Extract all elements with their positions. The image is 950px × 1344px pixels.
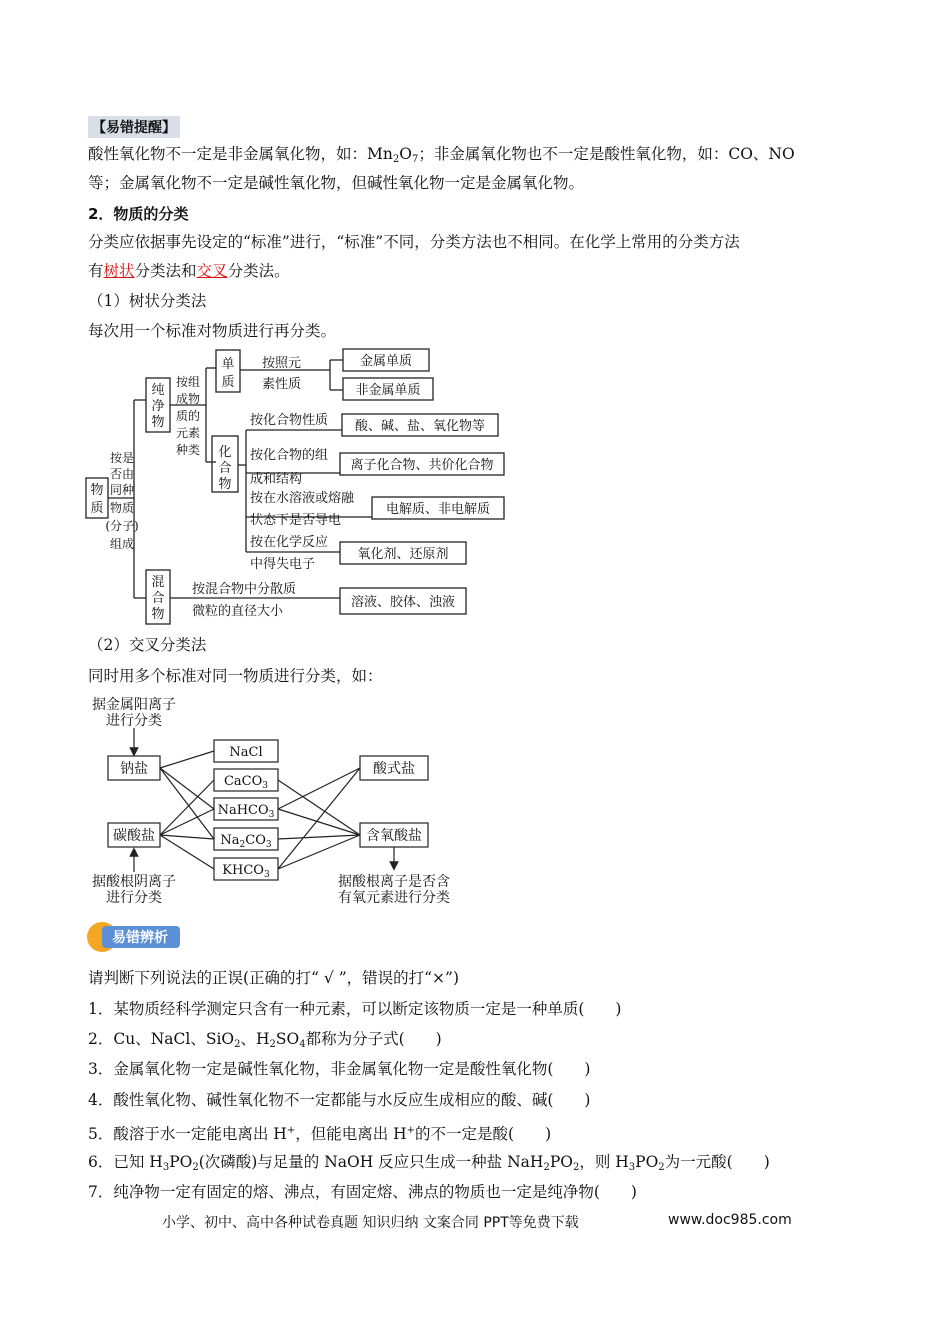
svg-text:中得失电子: 中得失电子 (250, 557, 316, 572)
cross-carbonate: 碳酸盐 (113, 828, 155, 844)
quiz-item-1: 1．某物质经科学测定只含有一种元素，可以断定该物质一定是一种单质( ) (88, 1000, 622, 1018)
quiz-item-7: 7．纯净物一定有固定的熔、沸点，有固定熔、沸点的物质也一定是纯净物( ) (88, 1183, 637, 1201)
svg-text:物质: 物质 (109, 501, 135, 515)
tree-nonmetal-element: 非金属单质 (355, 383, 421, 398)
tree-metal-element: 金属单质 (359, 354, 413, 369)
section-paragraph-line1: 分类应依据事先设定的“标准”进行，“标准”不同，分类方法也不相同。在化学上常用的分类方法 (88, 233, 740, 251)
svg-text:素性质: 素性质 (262, 377, 302, 392)
cross-mid-nahco3: NaHCO$_3$ (217, 803, 275, 820)
tree-c1-criteria: 按化合物性质 (250, 413, 329, 428)
tree-c3-criteria: 按在水溶液或熔融 (250, 491, 355, 506)
tree-root-2: 质 (90, 501, 104, 516)
cross-mid-khco3: $KHCO_3$ (222, 863, 270, 880)
cross-mid-caco3: CaCO$_3$ (223, 774, 269, 791)
svg-text:合: 合 (151, 591, 165, 606)
error-tip-tag: 【易错提醒】 (88, 116, 180, 138)
svg-text:质: 质 (221, 375, 235, 390)
quiz-item-6: 6．已知 $H_3PO_2$(次磷酸)与足量的 NaOH 反应只生成一种盐 $NaH_2PO_2$，则 $H_3PO_2$为一元酸( ) (88, 1153, 770, 1173)
cross-mid-nacl: NaCl (229, 745, 263, 760)
tree-mixture-result: 溶液、胶体、浊液 (350, 595, 456, 610)
cross-oxyacid-salt: 含氧酸盐 (366, 828, 422, 844)
svg-text:物: 物 (151, 607, 165, 622)
svg-text:成物: 成物 (175, 392, 201, 406)
tree-pure: 纯 (151, 383, 165, 398)
svg-text:进行分类: 进行分类 (106, 890, 162, 906)
svg-text:物: 物 (151, 415, 165, 430)
svg-text:同种: 同种 (109, 483, 135, 497)
quiz-item-5: 5．酸溶于水一定能电离出 H+，但能电离出 H+的不一定是酸( ) (88, 1125, 552, 1143)
error-analysis-badge (84, 920, 184, 954)
quiz-intro: 请判断下列说法的正误(正确的打“ √ ”，错误的打“×”) (88, 969, 460, 987)
subsection-tree-title: （1）树状分类法 (88, 292, 207, 310)
cross-mid-na2co3: $Na_2CO_3$ (220, 833, 272, 850)
tree-c2-result: 离子化合物、共价化合物 (350, 458, 494, 473)
error-tip-line2: 等；金属氧化物不一定是碱性氧化物，但碱性氧化物一定是金属氧化物。 (88, 174, 585, 192)
svg-text:进行分类: 进行分类 (106, 713, 162, 729)
cross-top-left-label: 据金属阳离子 (92, 697, 176, 713)
svg-text:种类: 种类 (175, 443, 201, 457)
svg-text:否由: 否由 (109, 467, 135, 481)
tree-c2-criteria: 按化合物的组 (250, 448, 329, 463)
tree-c4-result: 氧化剂、还原剂 (357, 547, 449, 562)
svg-text:组成: 组成 (109, 537, 135, 551)
tree-pure-criteria: 按组 (175, 375, 201, 389)
subsection-cross-title: （2）交叉分类法 (88, 636, 207, 654)
svg-text:净: 净 (151, 399, 165, 414)
cross-acid-salt: 酸式盐 (373, 761, 415, 777)
tree-c4-criteria: 按在化学反应 (250, 535, 329, 550)
section-title: 2．物质的分类 (88, 205, 189, 223)
svg-text:元素: 元素 (175, 426, 201, 440)
footer-url[interactable]: www.doc985.com (668, 1212, 792, 1228)
svg-text:成和结构: 成和结构 (250, 472, 303, 487)
svg-text:物: 物 (218, 477, 232, 492)
footer-text: 小学、初中、高中各种试卷真题 知识归纳 文案合同 PPT等免费下载 (162, 1215, 579, 1231)
cross-bottom-right-label: 据酸根离子是否含 (338, 874, 450, 890)
cross-method-link[interactable]: 交叉 (196, 262, 228, 280)
tree-c3-result: 电解质、非电解质 (385, 502, 491, 517)
svg-text:状态下是否导电: 状态下是否导电 (250, 513, 342, 528)
tree-method-link[interactable]: 树状 (103, 262, 135, 280)
svg-text:微粒的直径大小: 微粒的直径大小 (192, 604, 284, 619)
error-tip-line1: 酸性氧化物不一定是非金属氧化物，如：$Mn_2O_7$；非金属氧化物也不一定是酸性氧化物，如：CO、NO (88, 145, 795, 165)
tree-root-criteria: 按是 (109, 451, 135, 465)
tree-mixture-criteria: 按混合物中分散质 (192, 582, 297, 597)
section-paragraph-line2: 有树状分类法和交叉分类法。 (88, 262, 290, 280)
cross-bottom-left-label: 据酸根阴离子 (92, 874, 176, 890)
svg-text:易错辨析: 易错辨析 (112, 930, 168, 946)
tree-mixture: 混 (151, 575, 165, 590)
tree-compound: 化 (218, 445, 232, 460)
quiz-item-3: 3．金属氧化物一定是碱性氧化物，非金属氧化物一定是酸性氧化物( ) (88, 1060, 591, 1078)
svg-text:(分子): (分子) (105, 519, 139, 533)
subsection-tree-desc: 每次用一个标准对物质进行再分类。 (88, 322, 337, 340)
svg-text:质的: 质的 (175, 409, 201, 423)
subsection-cross-desc: 同时用多个标准对同一物质进行分类，如： (88, 667, 383, 685)
quiz-item-2: 2．Cu、NaCl、SiO$_2$、$H_2SO_4$都称为分子式( ) (88, 1030, 442, 1050)
tree-c1-result: 酸、碱、盐、氧化物等 (354, 419, 486, 434)
tree-element-criteria: 按照元 (262, 356, 302, 371)
tree-root-1: 物 (90, 483, 104, 498)
svg-text:有氧元素进行分类: 有氧元素进行分类 (338, 890, 450, 906)
tree-element: 单 (221, 357, 235, 372)
svg-text:合: 合 (218, 461, 232, 476)
cross-sodium-salt: 钠盐 (120, 761, 148, 777)
quiz-item-4: 4．酸性氧化物、碱性氧化物不一定都能与水反应生成相应的酸、碱( ) (88, 1091, 591, 1109)
